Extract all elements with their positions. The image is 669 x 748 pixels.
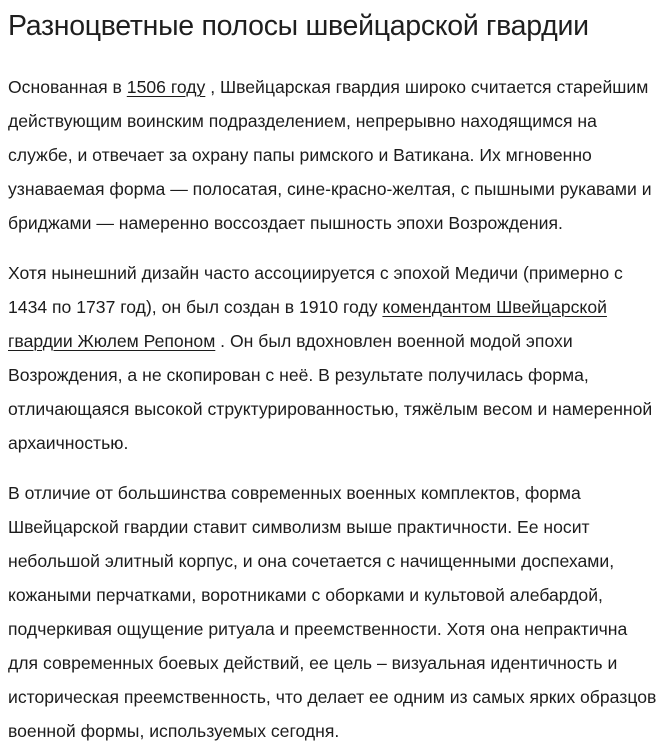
paragraph-2-lead-text: Хотя нынешний дизайн часто ассоциируется с эпохой Медичи (примерно с 1434 по 1737 год), он был создан в 1910 году <box>8 263 623 317</box>
paragraph-1 <box>8 70 661 240</box>
article <box>0 6 669 748</box>
paragraph-2-body-text: . Он был вдохновлен военной модой эпохи Возрождения, а не скопирован с неё. В результате получилась форма, отличающаяся высокой структурированностью, тяжёлым весом и намеренной архаичностью. <box>8 331 653 453</box>
article-title: Разноцветные полосы швейцарской гвардии <box>8 10 589 42</box>
paragraph-1-lead-text: Основанная в <box>8 77 127 97</box>
paragraph-3: В отличие от большинства современных военных комплектов, форма Швейцарской гвардии ставит символизм выше практичности. Ее носит небольшой элитный корпус, и она сочетается с начищенными доспехами, кожаными перчатками, воротниками с оборками и культовой алебардой, подчеркивая ощущение ритуала и преемственности. Хотя она непрактична для современных боевых действий, ее цель – визуальная идентичность и историческая преемственность, что делает ее одним из самых ярких образцов военной формы, используемых сегодня. <box>8 483 657 741</box>
link-commandant-repond[interactable]: комендантом Швейцарской гвардии Жюлем Репоном <box>8 297 607 351</box>
link-1506-year[interactable]: 1506 году <box>126 77 206 97</box>
paragraph-2 <box>8 256 661 460</box>
paragraph-1-body-text: , Швейцарская гвардия широко считается старейшим действующим воинским подразделением, непрерывно находящимся на службе, и отвечает за охрану папы римского и Ватикана. Их мгновенно узнаваемая форма — полосатая, сине-красно-желтая, с пышными рукавами и бриджами — намеренно воссоздает пышность эпохи Возрождения. <box>8 77 652 233</box>
